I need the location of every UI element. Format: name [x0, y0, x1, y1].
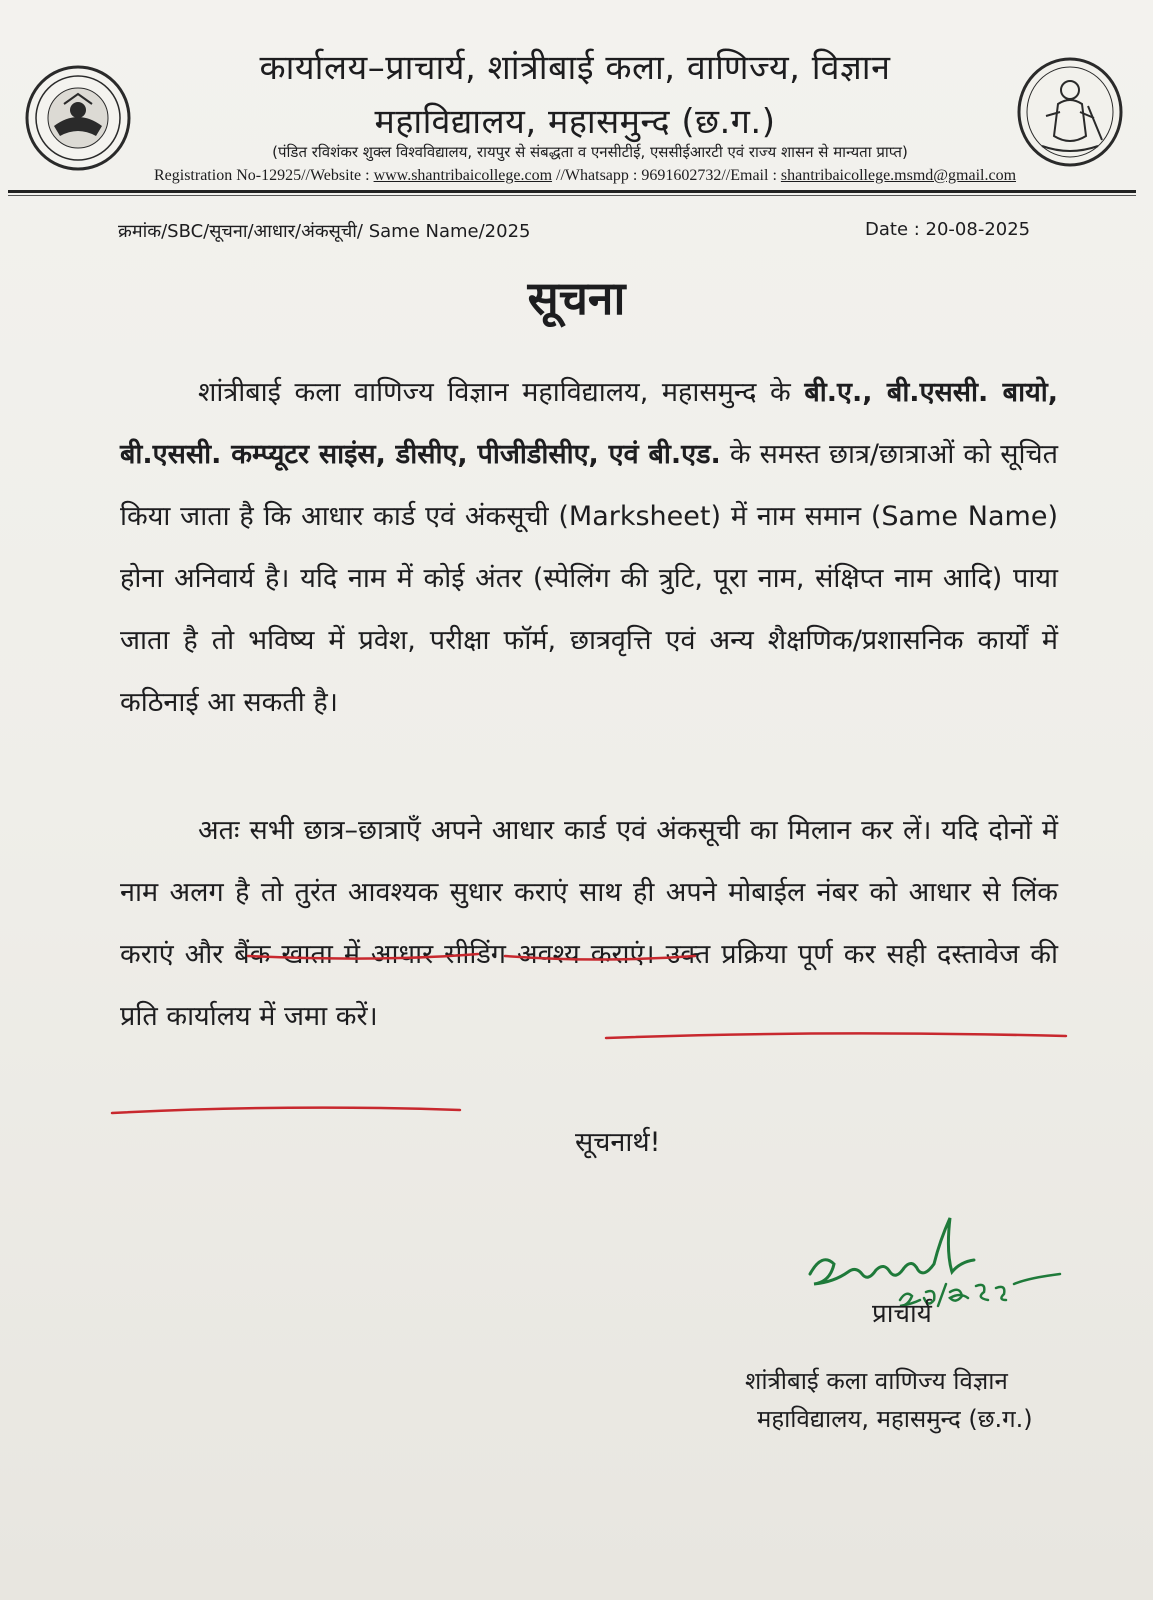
closing-text: सूचनार्थ!	[575, 1127, 661, 1158]
notice-paragraph-2	[120, 800, 1058, 1048]
reference-number: क्रमांक/SBC/सूचना/आधार/अंकसूची/ Same Name/2025	[118, 221, 531, 242]
college-seal-logo	[24, 64, 132, 172]
header-divider	[8, 190, 1136, 193]
email-link[interactable]: shantribaicollege.msmd@gmail.com	[780, 167, 1017, 184]
header-title-line2: महाविद्यालय, महासमुन्द (छ.ग.)	[374, 102, 776, 142]
whatsapp-label: //Whatsapp : 9691602732//Email :	[552, 167, 781, 184]
underline-submit-office	[112, 1108, 460, 1113]
p1-courses: बी.ए., बी.एससी. बायो, बी.एससी. कम्प्यूटर साइंस, डीसीए, पीजीडीसीए, एवं बी.एड.	[120, 377, 1058, 470]
signatory-org-line2: महाविद्यालय, महासमुन्द (छ.ग.)	[757, 1405, 1033, 1433]
header-contact-line	[90, 166, 1080, 186]
website-link[interactable]: www.shantribaicollege.com	[373, 167, 553, 184]
p1-body: के समस्त छात्र/छात्राओं को सूचित किया जाता है कि आधार कार्ड एवं अंकसूची (Marksheet) में नाम समान (Same Name) होना अनिवार्य है। यदि नाम में कोई अंतर (स्पेलिंग की त्रुटि, पूरा नाम, संक्षिप्त नाम आदि) पाया जाता है तो भविष्य में प्रवेश, परीक्षा फॉर्म, छात्रवृत्ति एवं अन्य शैक्षणिक/प्रशासनिक कार्यों में कठिनाई आ सकती है।	[120, 439, 1058, 718]
header-affiliation: (पंडित रविशंकर शुक्ल विश्वविद्यालय, रायपुर से संबद्धता व एनसीटीई, एससीईआरटी एवं राज्य शासन से मान्यता प्राप्त)	[272, 143, 908, 161]
principal-signature	[800, 1212, 1070, 1317]
saraswati-seal-logo	[1016, 56, 1124, 168]
notice-heading: सूचना	[527, 271, 626, 325]
header-title-line1: कार्यालय–प्राचार्य, शांत्रीबाई कला, वाणिज्य, विज्ञान	[259, 48, 891, 88]
signatory-org-line1: शांत्रीबाई कला वाणिज्य विज्ञान	[745, 1367, 1008, 1395]
notice-date: Date : 20-08-2025	[865, 219, 1031, 240]
signatory-title: प्राचार्य	[872, 1299, 932, 1329]
header-divider-thin	[8, 195, 1136, 196]
notice-paragraph-1	[120, 362, 1058, 734]
p1-intro: शांत्रीबाई कला वाणिज्य विज्ञान महाविद्यालय, महासमुन्द के	[198, 377, 805, 408]
p2-body: अतः सभी छात्र–छात्राएँ अपने आधार कार्ड एवं अंकसूची का मिलान कर लें। यदि दोनों में नाम अलग है तो तुरंत आवश्यक सुधार कराएं साथ ही अपने मोबाईल नंबर को आधार से लिंक कराएं और बैंक खाता में आधार सीडिंग अवश्य कराएं। उक्त प्रक्रिया पूर्ण कर सही दस्तावेज की प्रति कार्यालय में जमा करें।	[120, 815, 1058, 1032]
registration-label: Registration No-12925//Website :	[153, 167, 374, 184]
